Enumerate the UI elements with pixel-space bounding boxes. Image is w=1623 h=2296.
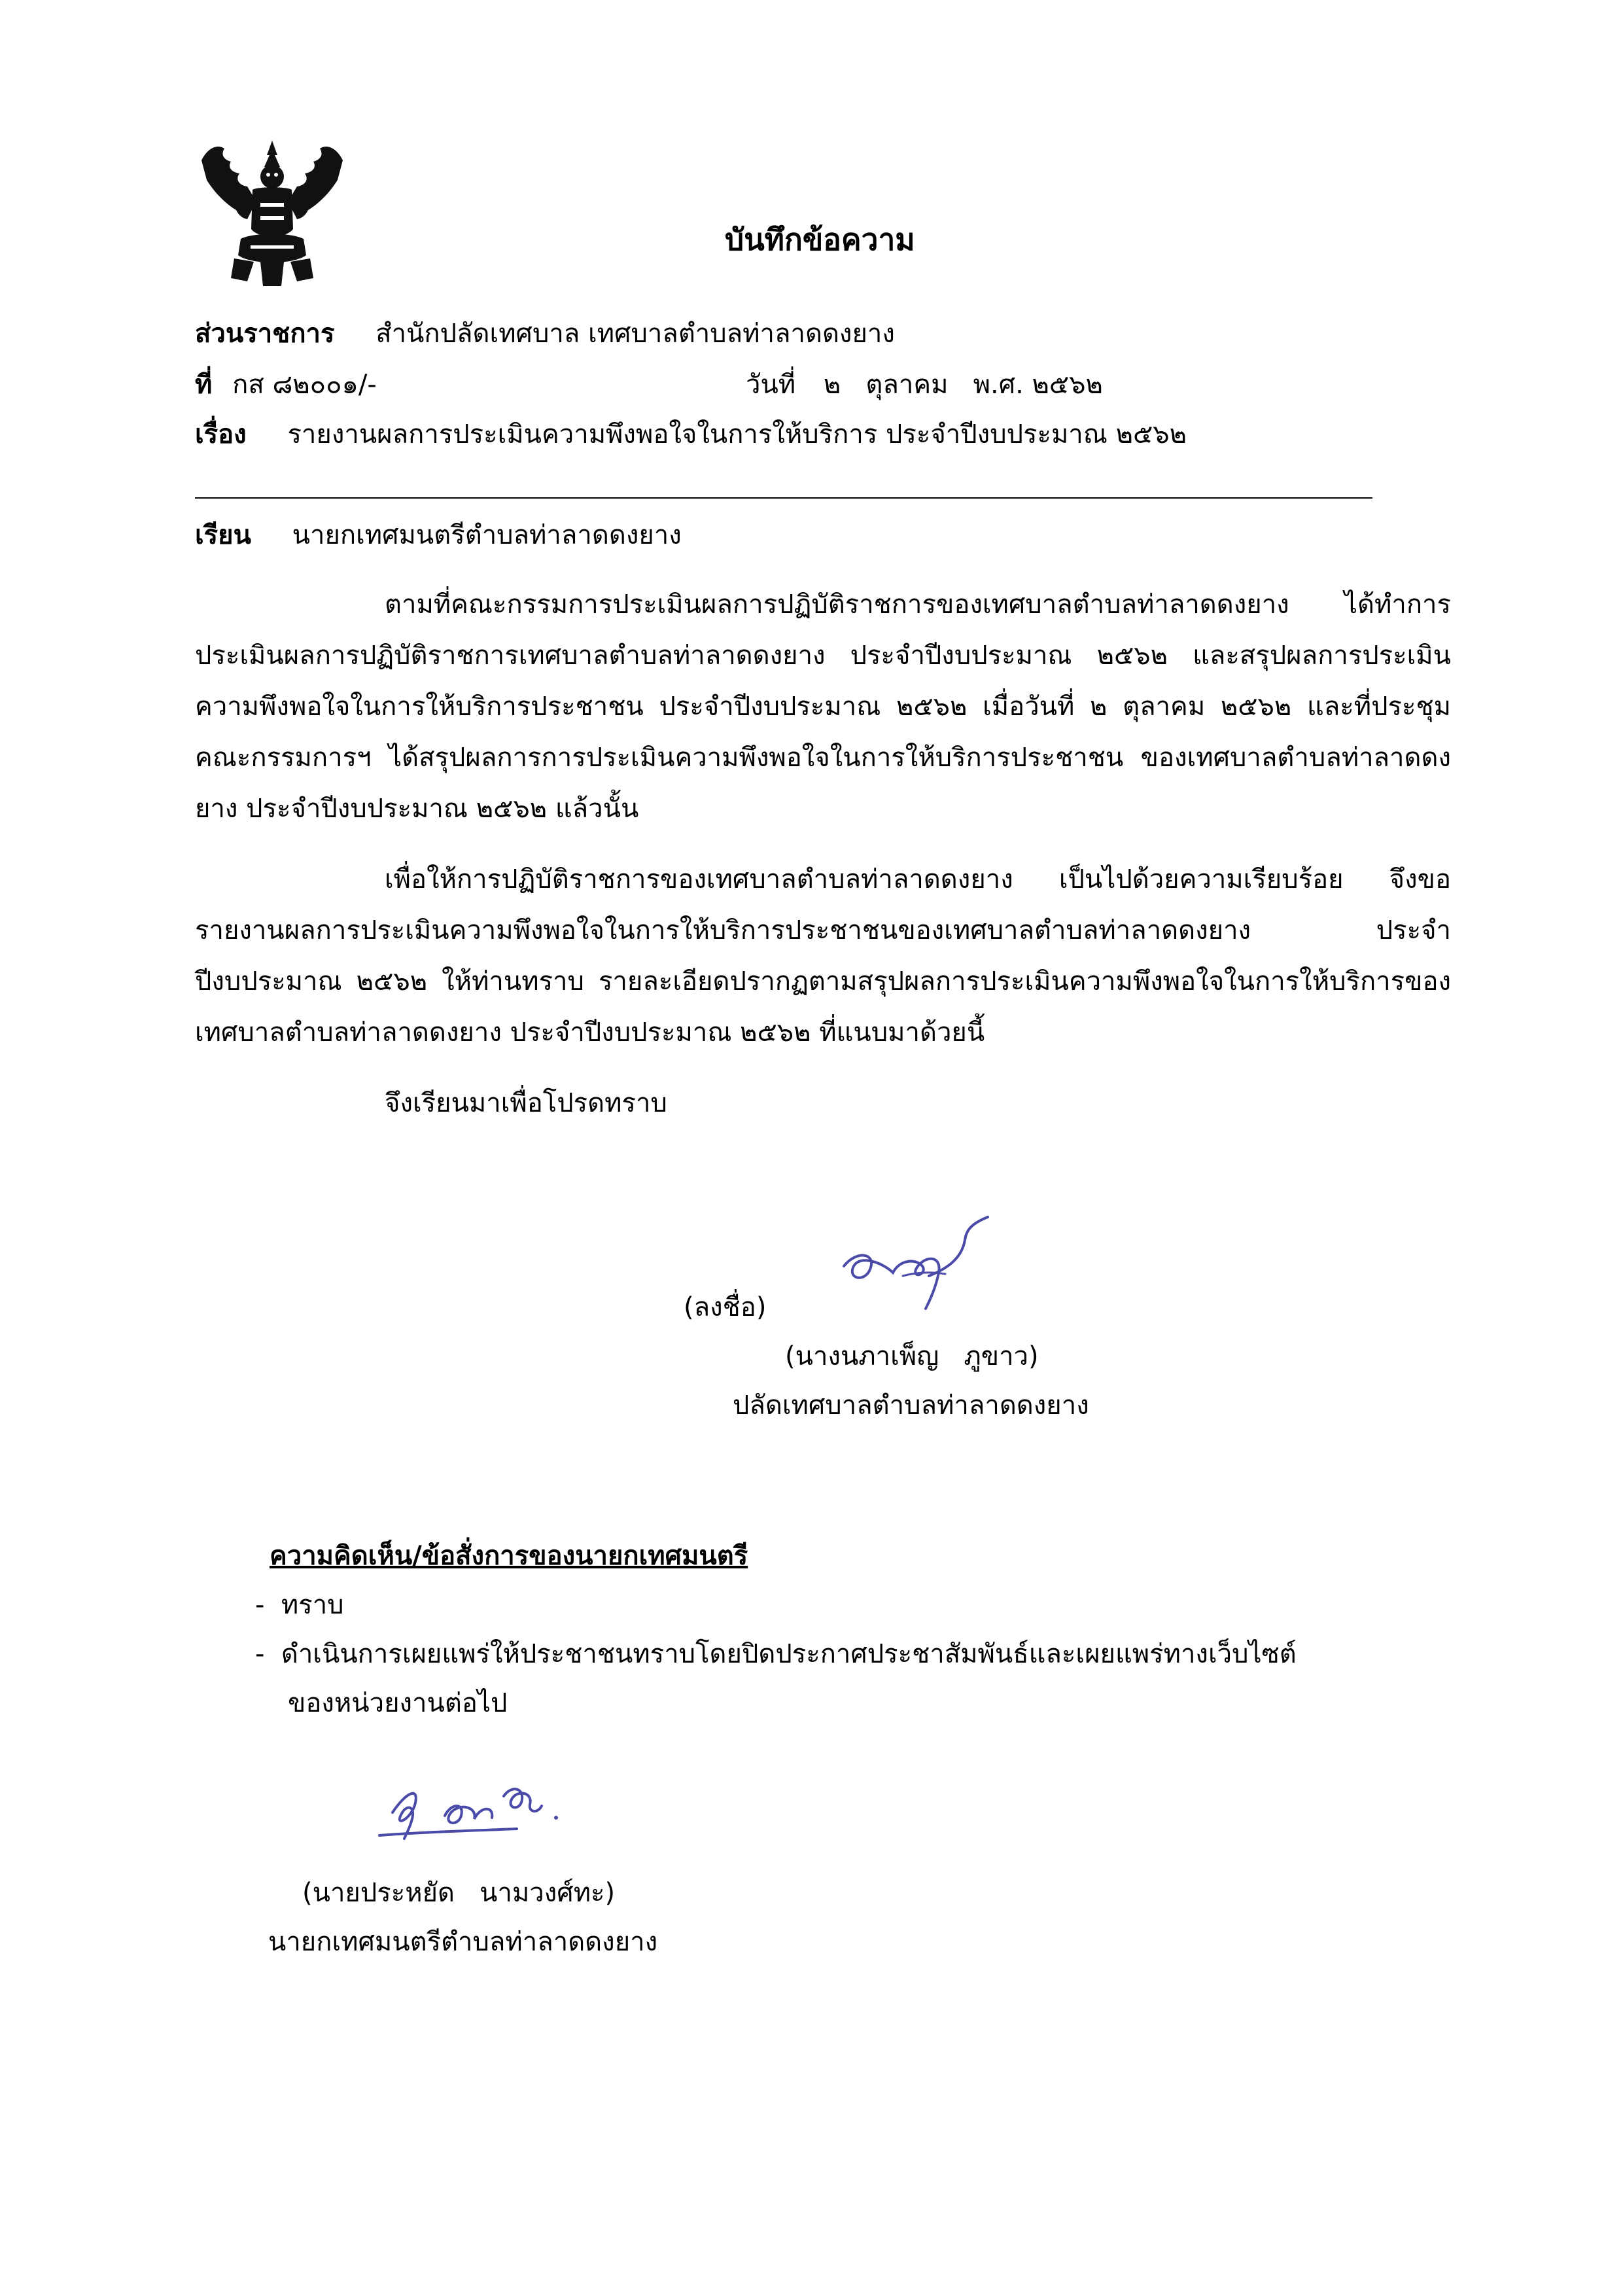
date-value: ๒ ตุลาคม พ.ศ. ๒๕๖๒	[823, 370, 1103, 400]
ref-value: กส ๘๒๐๐๑/-	[232, 370, 377, 400]
date-row	[746, 366, 1103, 403]
signature-2-icon	[366, 1767, 582, 1852]
division-row	[195, 315, 895, 352]
ref-label: ที่	[195, 370, 213, 400]
closing-text: จึงเรียนมาเพื่อโปรดทราบ	[385, 1088, 667, 1118]
page-title: บันทึกข้อความ	[725, 222, 915, 257]
paragraph-2-text: เพื่อให้การปฏิบัติราชการของเทศบาลตำบลท่าลาดดงยาง เป็นไปด้วยความเรียบร้อย จึงขอรายงานผลการประเมินความพึงพอใจในการให้บริการประชาชนของเทศบาลตำบลท่าลาดดงยาง ประจำปีงบประมาณ ๒๕๖๒ ให้ท่านทราบ รายละเอียดปรากฏตามสรุปผลการประเมินความพึงพอใจในการให้บริการของเทศบาลตำบลท่าลาดดงยาง ประจำปีงบประมาณ ๒๕๖๒ ที่แนบมาด้วยนี้	[195, 864, 1451, 1048]
subject-value: รายงานผลการประเมินความพึงพอใจในการให้บริการ ประจำปีงบประมาณ ๒๕๖๒	[287, 419, 1187, 450]
header-divider	[195, 497, 1372, 499]
garuda-emblem-icon	[195, 141, 349, 288]
body-paragraph-1	[195, 579, 1451, 834]
comment-item-2: - ดำเนินการเผยแพร่ให้ประชาชนทราบโดยปิดประกาศประชาสัมพันธ์และเผยแพร่ทางเว็บไซต์	[255, 1639, 1297, 1669]
signer-2-name: (นายประหยัด นามวงศ์ทะ)	[302, 1878, 616, 1908]
to-label: เรียน	[195, 520, 251, 550]
ref-row	[195, 366, 377, 403]
body-paragraph-2	[195, 854, 1451, 1058]
signer-1-position: ปลัดเทศบาลตำบลท่าลาดดงยาง	[733, 1390, 1089, 1421]
division-label: ส่วนราชการ	[195, 319, 335, 349]
to-value: นายกเทศมนตรีตำบลท่าลาดดงยาง	[292, 520, 682, 550]
signer-1-name: (นางนภาเพ็ญ ภูขาว)	[785, 1341, 1039, 1371]
comment-item-1: - ทราบ	[255, 1590, 344, 1620]
to-row	[195, 517, 682, 554]
subject-label: เรื่อง	[195, 419, 247, 450]
comments-heading: ความคิดเห็น/ข้อสั่งการของนายกเทศมนตรี	[270, 1541, 748, 1571]
division-value: สำนักปลัดเทศบาล เทศบาลตำบลท่าลาดดงยาง	[375, 319, 895, 349]
date-label: วันที่	[746, 370, 796, 400]
sign-label: (ลงชื่อ)	[684, 1292, 767, 1322]
comment-item-2-cont: ของหน่วยงานต่อไป	[288, 1688, 508, 1718]
paragraph-1-text: ตามที่คณะกรรมการประเมินผลการปฏิบัติราชการของเทศบาลตำบลท่าลาดดงยาง ได้ทำการประเมินผลการปฏิบัติราชการเทศบาลตำบลท่าลาดดงยาง ประจำปีงบประมาณ ๒๕๖๒ และสรุปผลการประเมินความพึงพอใจในการให้บริการประชาชน ประจำปีงบประมาณ ๒๕๖๒ เมื่อวันที่ ๒ ตุลาคม ๒๕๖๒ และที่ประชุมคณะกรรมการฯ ได้สรุปผลการการประเมินความพึงพอใจในการให้บริการประชาชน ของเทศบาลตำบลท่าลาดดงยาง ประจำปีงบประมาณ ๒๕๖๒ แล้วนั้น	[195, 590, 1451, 824]
signer-2-position: นายกเทศมนตรีตำบลท่าลาดดงยาง	[268, 1927, 658, 1957]
signature-1-icon	[831, 1214, 1014, 1312]
subject-row	[195, 416, 1187, 453]
